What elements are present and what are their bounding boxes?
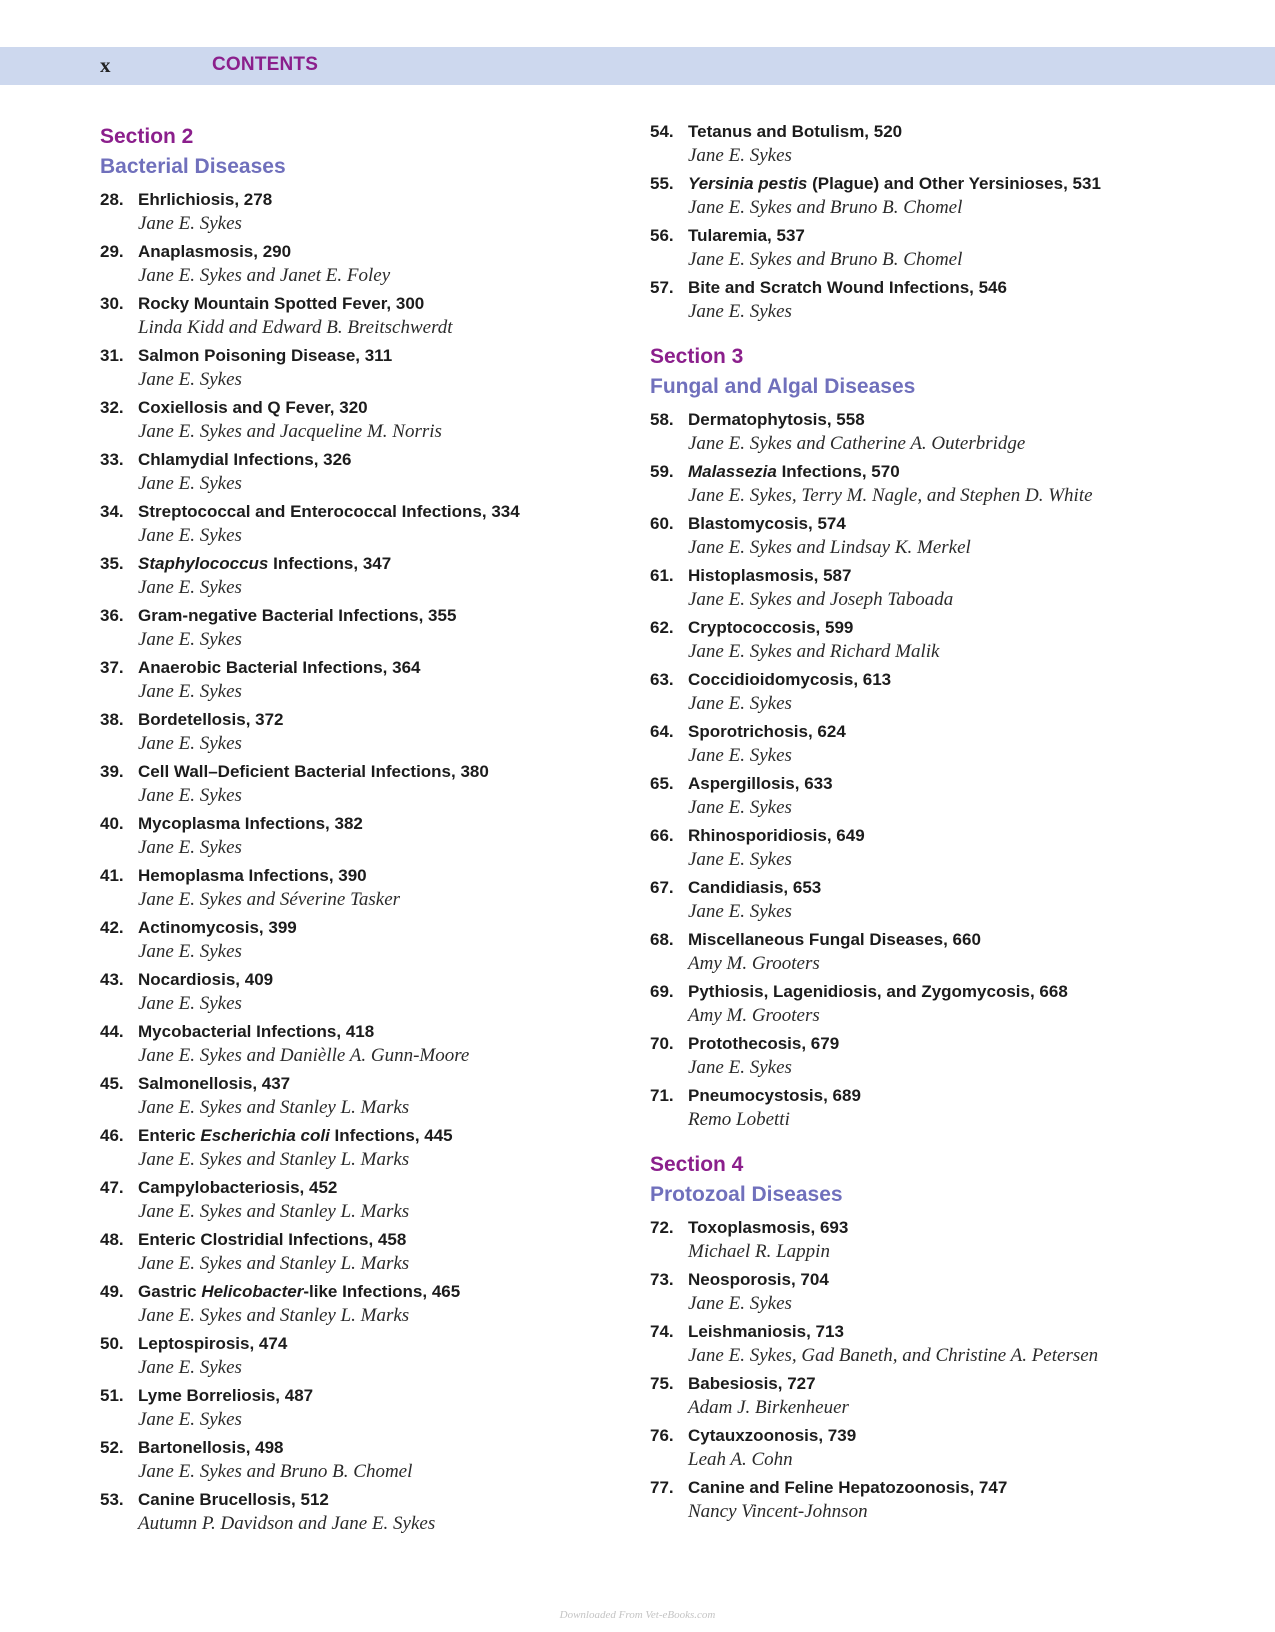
chapter-authors: Nancy Vincent-Johnson: [688, 1501, 868, 1522]
page-number: x: [100, 53, 111, 77]
chapter-title: Toxoplasmosis, 693: [688, 1218, 849, 1237]
chapter-number: 72.: [650, 1218, 674, 1237]
chapter-authors: Jane E. Sykes: [138, 213, 242, 234]
chapter-authors: Jane E. Sykes: [688, 693, 792, 714]
chapter-number: 33.: [100, 450, 124, 469]
toc-entry[interactable]: [100, 500, 620, 552]
chapter-authors: Amy M. Grooters: [688, 953, 820, 974]
toc-entry[interactable]: [650, 460, 1260, 512]
chapter-number: 73.: [650, 1270, 674, 1289]
toc-entry[interactable]: [650, 824, 1260, 876]
chapter-number: 63.: [650, 670, 674, 689]
chapter-title: Staphylococcus Infections, 347: [138, 554, 392, 573]
toc-entry[interactable]: [100, 708, 620, 760]
chapter-title: Salmonellosis, 437: [138, 1074, 291, 1093]
chapter-authors: Jane E. Sykes: [138, 369, 242, 390]
toc-entry[interactable]: [650, 1320, 1260, 1372]
chapter-title: Babesiosis, 727: [688, 1374, 816, 1393]
chapter-authors: Jane E. Sykes and Stanley L. Marks: [138, 1253, 410, 1274]
toc-column-left: [100, 120, 620, 1540]
chapter-authors: Jane E. Sykes and Joseph Taboada: [688, 589, 954, 610]
chapter-title: Actinomycosis, 399: [138, 918, 297, 937]
chapter-title: Enteric Clostridial Infections, 458: [138, 1230, 407, 1249]
chapter-authors: Jane E. Sykes and Bruno B. Chomel: [688, 197, 963, 218]
chapter-title: Nocardiosis, 409: [138, 970, 274, 989]
chapter-title: Tetanus and Botulism, 520: [688, 122, 903, 141]
toc-entry[interactable]: [100, 344, 620, 396]
toc-entry[interactable]: [100, 760, 620, 812]
section-heading: [100, 122, 620, 182]
toc-entry[interactable]: [100, 448, 620, 500]
chapter-title: Lyme Borreliosis, 487: [138, 1386, 314, 1405]
section-heading: [650, 1150, 1260, 1210]
chapter-authors: Jane E. Sykes: [688, 745, 792, 766]
chapter-title: Histoplasmosis, 587: [688, 566, 852, 585]
chapter-number: 29.: [100, 242, 124, 261]
toc-entry[interactable]: [650, 772, 1260, 824]
chapter-authors: Jane E. Sykes: [138, 681, 242, 702]
toc-entry[interactable]: [100, 812, 620, 864]
chapter-title: Miscellaneous Fungal Diseases, 660: [688, 930, 981, 949]
chapter-number: 55.: [650, 174, 674, 193]
chapter-authors: Jane E. Sykes and Catherine A. Outerbridge: [688, 433, 1026, 454]
chapter-authors: Jane E. Sykes and Séverine Tasker: [138, 889, 401, 910]
chapter-authors: Amy M. Grooters: [688, 1005, 820, 1026]
toc-entry[interactable]: [650, 668, 1260, 720]
chapter-title: Coccidioidomycosis, 613: [688, 670, 892, 689]
toc-entry[interactable]: [650, 980, 1260, 1032]
chapter-number: 54.: [650, 122, 674, 141]
chapter-number: 59.: [650, 462, 674, 481]
toc-entry[interactable]: [100, 1488, 620, 1540]
chapter-authors: Jane E. Sykes: [688, 849, 792, 870]
chapter-number: 35.: [100, 554, 124, 573]
chapter-title: Chlamydial Infections, 326: [138, 450, 352, 469]
running-title: CONTENTS: [212, 54, 319, 75]
chapter-authors: Linda Kidd and Edward B. Breitschwerdt: [138, 317, 453, 338]
chapter-authors: Michael R. Lappin: [688, 1241, 830, 1262]
toc-entry[interactable]: [100, 1332, 620, 1384]
toc-entry[interactable]: [100, 1228, 620, 1280]
chapter-number: 51.: [100, 1386, 124, 1405]
toc-entry[interactable]: [650, 1032, 1260, 1084]
chapter-number: 75.: [650, 1374, 674, 1393]
chapter-number: 61.: [650, 566, 674, 585]
toc-entry[interactable]: [650, 1476, 1260, 1528]
chapter-title: Canine Brucellosis, 512: [138, 1490, 329, 1509]
toc-entry[interactable]: [100, 916, 620, 968]
chapter-authors: Jane E. Sykes and Stanley L. Marks: [138, 1305, 410, 1326]
toc-entry[interactable]: [650, 720, 1260, 772]
chapter-number: 76.: [650, 1426, 674, 1445]
toc-entry[interactable]: [650, 1372, 1260, 1424]
chapter-title: Blastomycosis, 574: [688, 514, 846, 533]
chapter-number: 65.: [650, 774, 674, 793]
chapter-number: 47.: [100, 1178, 124, 1197]
chapter-number: 46.: [100, 1126, 124, 1145]
chapter-authors: Jane E. Sykes and Richard Malik: [688, 641, 940, 662]
toc-entry[interactable]: [100, 1280, 620, 1332]
header-band: [0, 47, 1275, 85]
chapter-number: 52.: [100, 1438, 124, 1457]
toc-entry[interactable]: [100, 552, 620, 604]
section-title: Bacterial Diseases: [100, 155, 286, 178]
chapter-authors: Jane E. Sykes: [688, 301, 792, 322]
chapter-number: 67.: [650, 878, 674, 897]
section-label: Section 4: [650, 1153, 744, 1176]
chapter-title: Anaplasmosis, 290: [138, 242, 292, 261]
chapter-number: 39.: [100, 762, 124, 781]
chapter-authors: Jane E. Sykes: [138, 577, 242, 598]
chapter-title: Campylobacteriosis, 452: [138, 1178, 338, 1197]
chapter-number: 66.: [650, 826, 674, 845]
chapter-number: 56.: [650, 226, 674, 245]
section-heading: [650, 342, 1260, 402]
toc-entry[interactable]: [100, 292, 620, 344]
chapter-title: Malassezia Infections, 570: [688, 462, 900, 481]
chapter-title: Gram-negative Bacterial Infections, 355: [138, 606, 457, 625]
toc-entry[interactable]: [650, 928, 1260, 980]
chapter-title: Bite and Scratch Wound Infections, 546: [688, 278, 1007, 297]
chapter-title: Pneumocystosis, 689: [688, 1086, 861, 1105]
chapter-number: 74.: [650, 1322, 674, 1341]
toc-entry[interactable]: [650, 616, 1260, 668]
chapter-number: 49.: [100, 1282, 124, 1301]
chapter-title: Anaerobic Bacterial Infections, 364: [138, 658, 421, 677]
chapter-title: Mycoplasma Infections, 382: [138, 814, 363, 833]
chapter-authors: Jane E. Sykes and Janet E. Foley: [138, 265, 391, 286]
chapter-number: 44.: [100, 1022, 124, 1041]
chapter-title: Tularemia, 537: [688, 226, 805, 245]
chapter-authors: Jane E. Sykes and Lindsay K. Merkel: [688, 537, 971, 558]
chapter-authors: Jane E. Sykes and Bruno B. Chomel: [688, 249, 963, 270]
chapter-authors: Jane E. Sykes: [138, 473, 242, 494]
chapter-number: 37.: [100, 658, 124, 677]
toc-entry[interactable]: [100, 656, 620, 708]
chapter-title: Leishmaniosis, 713: [688, 1322, 844, 1341]
chapter-authors: Jane E. Sykes: [138, 1409, 242, 1430]
chapter-authors: Jane E. Sykes: [138, 785, 242, 806]
toc-entry[interactable]: [650, 512, 1260, 564]
chapter-authors: Jane E. Sykes: [138, 629, 242, 650]
chapter-number: 40.: [100, 814, 124, 833]
chapter-number: 41.: [100, 866, 124, 885]
chapter-title: Cytauxzoonosis, 739: [688, 1426, 857, 1445]
chapter-title: Sporotrichosis, 624: [688, 722, 846, 741]
chapter-number: 77.: [650, 1478, 674, 1497]
toc-entry[interactable]: [650, 224, 1260, 276]
chapter-number: 43.: [100, 970, 124, 989]
chapter-title: Bartonellosis, 498: [138, 1438, 284, 1457]
chapter-authors: Jane E. Sykes and Stanley L. Marks: [138, 1097, 410, 1118]
chapter-title: Bordetellosis, 372: [138, 710, 284, 729]
chapter-number: 31.: [100, 346, 124, 365]
toc-entry[interactable]: [650, 172, 1260, 224]
chapter-title: Dermatophytosis, 558: [688, 410, 865, 429]
chapter-authors: Jane E. Sykes and Jacqueline M. Norris: [138, 421, 442, 442]
chapter-number: 53.: [100, 1490, 124, 1509]
chapter-title: Rhinosporidiosis, 649: [688, 826, 865, 845]
toc-entry[interactable]: [100, 188, 620, 240]
chapter-number: 42.: [100, 918, 124, 937]
chapter-title: Leptospirosis, 474: [138, 1334, 288, 1353]
toc-entry[interactable]: [100, 396, 620, 448]
toc-entry[interactable]: [100, 1384, 620, 1436]
chapter-number: 62.: [650, 618, 674, 637]
toc-entry[interactable]: [100, 1072, 620, 1124]
chapter-title: Coxiellosis and Q Fever, 320: [138, 398, 368, 417]
chapter-title: Yersinia pestis (Plague) and Other Yersinioses, 531: [688, 174, 1101, 193]
chapter-authors: Jane E. Sykes: [688, 1293, 792, 1314]
toc-entry[interactable]: [650, 408, 1260, 460]
chapter-authors: Jane E. Sykes: [138, 993, 242, 1014]
toc-entry[interactable]: [100, 968, 620, 1020]
toc-entry[interactable]: [100, 240, 620, 292]
chapter-number: 70.: [650, 1034, 674, 1053]
chapter-title: Ehrlichiosis, 278: [138, 190, 273, 209]
chapter-authors: Jane E. Sykes, Gad Baneth, and Christine A. Petersen: [688, 1345, 1099, 1366]
chapter-number: 69.: [650, 982, 674, 1001]
chapter-authors: Jane E. Sykes: [688, 145, 792, 166]
chapter-title: Mycobacterial Infections, 418: [138, 1022, 375, 1041]
chapter-authors: Jane E. Sykes and Bruno B. Chomel: [138, 1461, 413, 1482]
toc-entry[interactable]: [650, 120, 1260, 172]
chapter-authors: Jane E. Sykes and Stanley L. Marks: [138, 1149, 410, 1170]
toc-entry[interactable]: [650, 1216, 1260, 1268]
chapter-number: 64.: [650, 722, 674, 741]
chapter-number: 60.: [650, 514, 674, 533]
chapter-title: Neosporosis, 704: [688, 1270, 829, 1289]
section-title: Fungal and Algal Diseases: [650, 375, 916, 398]
chapter-title: Gastric Helicobacter-like Infections, 465: [138, 1282, 461, 1301]
chapter-number: 34.: [100, 502, 124, 521]
chapter-authors: Jane E. Sykes: [688, 901, 792, 922]
chapter-authors: Jane E. Sykes and Stanley L. Marks: [138, 1201, 410, 1222]
chapter-title: Candidiasis, 653: [688, 878, 822, 897]
toc-entry[interactable]: [100, 1020, 620, 1072]
chapter-number: 36.: [100, 606, 124, 625]
toc-entry[interactable]: [650, 564, 1260, 616]
chapter-number: 48.: [100, 1230, 124, 1249]
chapter-number: 28.: [100, 190, 124, 209]
chapter-title: Enteric Escherichia coli Infections, 445: [138, 1126, 453, 1145]
section-label: Section 3: [650, 345, 744, 368]
chapter-authors: Jane E. Sykes: [688, 1057, 792, 1078]
chapter-authors: Jane E. Sykes and Danièlle A. Gunn-Moore: [138, 1045, 470, 1066]
toc-entry[interactable]: [650, 876, 1260, 928]
chapter-title: Streptococcal and Enterococcal Infections, 334: [138, 502, 520, 521]
chapter-title: Cryptococcosis, 599: [688, 618, 854, 637]
chapter-number: 38.: [100, 710, 124, 729]
chapter-title: Protothecosis, 679: [688, 1034, 840, 1053]
chapter-number: 71.: [650, 1086, 674, 1105]
chapter-authors: Jane E. Sykes: [688, 797, 792, 818]
toc-entry[interactable]: [650, 1424, 1260, 1476]
chapter-number: 30.: [100, 294, 124, 313]
chapter-authors: Adam J. Birkenheuer: [688, 1397, 849, 1418]
chapter-number: 32.: [100, 398, 124, 417]
toc-entry[interactable]: [650, 1268, 1260, 1320]
chapter-authors: Jane E. Sykes, Terry M. Nagle, and Stephen D. White: [688, 485, 1093, 506]
toc-entry[interactable]: [100, 1124, 620, 1176]
chapter-authors: Jane E. Sykes: [138, 525, 242, 546]
footer-watermark: Downloaded From Vet-eBooks.com: [559, 1609, 716, 1621]
chapter-authors: Jane E. Sykes: [138, 733, 242, 754]
chapter-title: Canine and Feline Hepatozoonosis, 747: [688, 1478, 1008, 1497]
chapter-authors: Leah A. Cohn: [688, 1449, 793, 1470]
chapter-title: Hemoplasma Infections, 390: [138, 866, 367, 885]
section-title: Protozoal Diseases: [650, 1183, 843, 1206]
toc-entry[interactable]: [100, 1176, 620, 1228]
toc-entry[interactable]: [100, 1436, 620, 1488]
chapter-authors: Jane E. Sykes: [138, 1357, 242, 1378]
chapter-authors: Jane E. Sykes: [138, 837, 242, 858]
toc-entry[interactable]: [100, 864, 620, 916]
chapter-number: 45.: [100, 1074, 124, 1093]
chapter-authors: Remo Lobetti: [688, 1109, 790, 1130]
chapter-number: 58.: [650, 410, 674, 429]
toc-entry[interactable]: [650, 1084, 1260, 1136]
chapter-number: 68.: [650, 930, 674, 949]
chapter-title: Cell Wall–Deficient Bacterial Infections, 380: [138, 762, 489, 781]
chapter-number: 50.: [100, 1334, 124, 1353]
chapter-title: Rocky Mountain Spotted Fever, 300: [138, 294, 425, 313]
toc-column-right: [650, 120, 1260, 1528]
chapter-title: Aspergillosis, 633: [688, 774, 833, 793]
toc-entry[interactable]: [650, 276, 1260, 328]
chapter-number: 57.: [650, 278, 674, 297]
toc-entry[interactable]: [100, 604, 620, 656]
chapter-authors: Jane E. Sykes: [138, 941, 242, 962]
chapter-authors: Autumn P. Davidson and Jane E. Sykes: [138, 1513, 436, 1534]
section-label: Section 2: [100, 125, 194, 148]
chapter-title: Pythiosis, Lagenidiosis, and Zygomycosis, 668: [688, 982, 1068, 1001]
chapter-title: Salmon Poisoning Disease, 311: [138, 346, 393, 365]
